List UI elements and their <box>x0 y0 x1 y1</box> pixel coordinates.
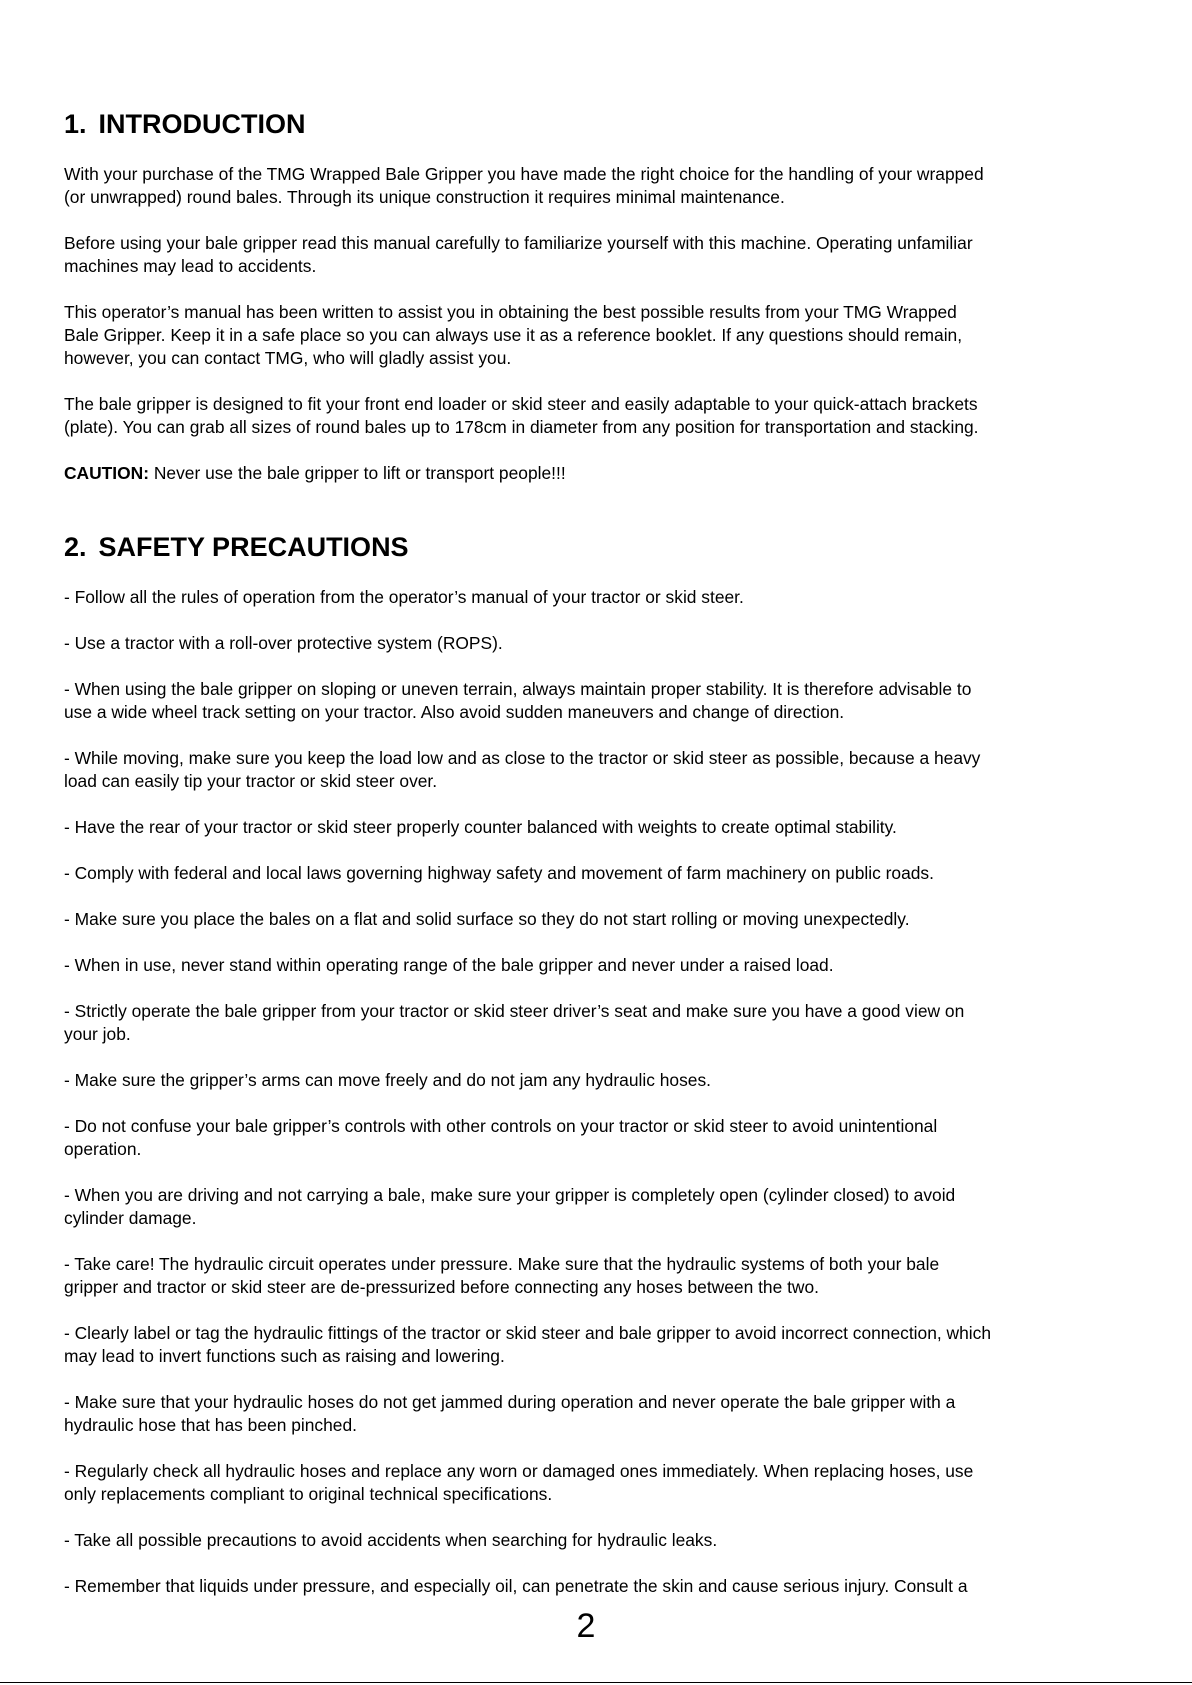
section-number: 2. <box>64 532 87 562</box>
text-line: - Do not confuse your bale gripper’s controls with other controls on your tractor or skid steer to avoid unintentional <box>64 1116 938 1136</box>
section-2-heading <box>64 531 409 563</box>
text-line: - Take care! The hydraulic circuit operates under pressure. Make sure that the hydraulic systems of both your bale <box>64 1254 940 1274</box>
text-line: - When in use, never stand within operating range of the bale gripper and never under a raised load. <box>64 955 834 975</box>
text-line: - When using the bale gripper on sloping or uneven terrain, always maintain proper stability. It is therefore advisable to <box>64 679 972 699</box>
text-line: machines may lead to accidents. <box>64 256 317 276</box>
text-line: operation. <box>64 1139 142 1159</box>
safety-item <box>64 908 1144 931</box>
paragraph <box>64 232 1144 278</box>
text-line: Before using your bale gripper read this manual carefully to familiarize yourself with this machine. Operating unfamiliar <box>64 233 973 253</box>
text-line: load can easily tip your tractor or skid steer over. <box>64 771 438 791</box>
text-line: - Take all possible precautions to avoid accidents when searching for hydraulic leaks. <box>64 1530 718 1550</box>
safety-item <box>64 1115 1144 1161</box>
safety-item <box>64 1529 1144 1552</box>
section-title: SAFETY PRECAUTIONS <box>98 532 409 562</box>
text-line: - Comply with federal and local laws governing highway safety and movement of farm machinery on public roads. <box>64 863 934 883</box>
safety-item <box>64 1069 1144 1092</box>
text-line: - Regularly check all hydraulic hoses and replace any worn or damaged ones immediately. When replacing hoses, use <box>64 1461 974 1481</box>
safety-item <box>64 1460 1144 1506</box>
paragraph <box>64 393 1144 439</box>
page-number: 2 <box>576 1607 596 1645</box>
safety-item <box>64 1322 1144 1368</box>
text-line: With your purchase of the TMG Wrapped Bale Gripper you have made the right choice for the handling of your wrapped <box>64 164 984 184</box>
safety-item <box>64 1575 1144 1598</box>
safety-item <box>64 678 1144 724</box>
safety-item <box>64 1000 1144 1046</box>
text-line: Bale Gripper. Keep it in a safe place so you can always use it as a reference booklet. If any questions should remain, <box>64 325 963 345</box>
text-line: however, you can contact TMG, who will gladly assist you. <box>64 348 512 368</box>
safety-item <box>64 586 1144 609</box>
text-line: (plate). You can grab all sizes of round bales up to 178cm in diameter from any position for transportation and stacking. <box>64 417 979 437</box>
safety-item <box>64 816 1144 839</box>
text-line: may lead to invert functions such as raising and lowering. <box>64 1346 505 1366</box>
text-line: - Have the rear of your tractor or skid steer properly counter balanced with weights to create optimal stability. <box>64 817 897 837</box>
text-line: - While moving, make sure you keep the load low and as close to the tractor or skid steer as possible, because a heavy <box>64 748 981 768</box>
text-line: - Make sure that your hydraulic hoses do not get jammed during operation and never operate the bale gripper with a <box>64 1392 956 1412</box>
safety-item <box>64 862 1144 885</box>
text-line: hydraulic hose that has been pinched. <box>64 1415 357 1435</box>
text-line: only replacements compliant to original technical specifications. <box>64 1484 553 1504</box>
text-line: This operator’s manual has been written to assist you in obtaining the best possible results from your TMG Wrapped <box>64 302 957 322</box>
text-line: gripper and tractor or skid steer are de-pressurized before connecting any hoses between the two. <box>64 1277 819 1297</box>
text-line: - When you are driving and not carrying a bale, make sure your gripper is completely open (cylinder closed) to avoid <box>64 1185 956 1205</box>
text-line: - Follow all the rules of operation from the operator’s manual of your tractor or skid steer. <box>64 587 744 607</box>
safety-item <box>64 1391 1144 1437</box>
text-line: your job. <box>64 1024 131 1044</box>
text-line: The bale gripper is designed to fit your front end loader or skid steer and easily adaptable to your quick-attach brackets <box>64 394 978 414</box>
safety-item <box>64 1184 1144 1230</box>
text-line: - Make sure you place the bales on a flat and solid surface so they do not start rolling or moving unexpectedly. <box>64 909 910 929</box>
text-line: - Remember that liquids under pressure, and especially oil, can penetrate the skin and cause serious injury. Consult a <box>64 1576 968 1596</box>
text-line: - Use a tractor with a roll-over protective system (ROPS). <box>64 633 503 653</box>
text-line: use a wide wheel track setting on your tractor. Also avoid sudden maneuvers and change of direction. <box>64 702 845 722</box>
caution-note <box>64 462 1144 485</box>
safety-item <box>64 747 1144 793</box>
section-1-heading <box>64 108 306 140</box>
safety-item <box>64 1253 1144 1299</box>
caution-label: CAUTION: <box>64 463 150 483</box>
paragraph <box>64 301 1144 370</box>
paragraph <box>64 163 1144 209</box>
safety-item <box>64 954 1144 977</box>
safety-item <box>64 632 1144 655</box>
text-line: - Clearly label or tag the hydraulic fittings of the tractor or skid steer and bale gripper to avoid incorrect connection, which <box>64 1323 992 1343</box>
section-number: 1. <box>64 109 87 139</box>
text-line: - Make sure the gripper’s arms can move freely and do not jam any hydraulic hoses. <box>64 1070 711 1090</box>
bottom-divider <box>0 1682 1192 1683</box>
section-title: INTRODUCTION <box>98 109 306 139</box>
text-line: (or unwrapped) round bales. Through its unique construction it requires minimal maintenance. <box>64 187 785 207</box>
text-line: - Strictly operate the bale gripper from your tractor or skid steer driver’s seat and make sure you have a good view on <box>64 1001 965 1021</box>
caution-text: Never use the bale gripper to lift or transport people!!! <box>149 463 566 483</box>
text-line: cylinder damage. <box>64 1208 197 1228</box>
